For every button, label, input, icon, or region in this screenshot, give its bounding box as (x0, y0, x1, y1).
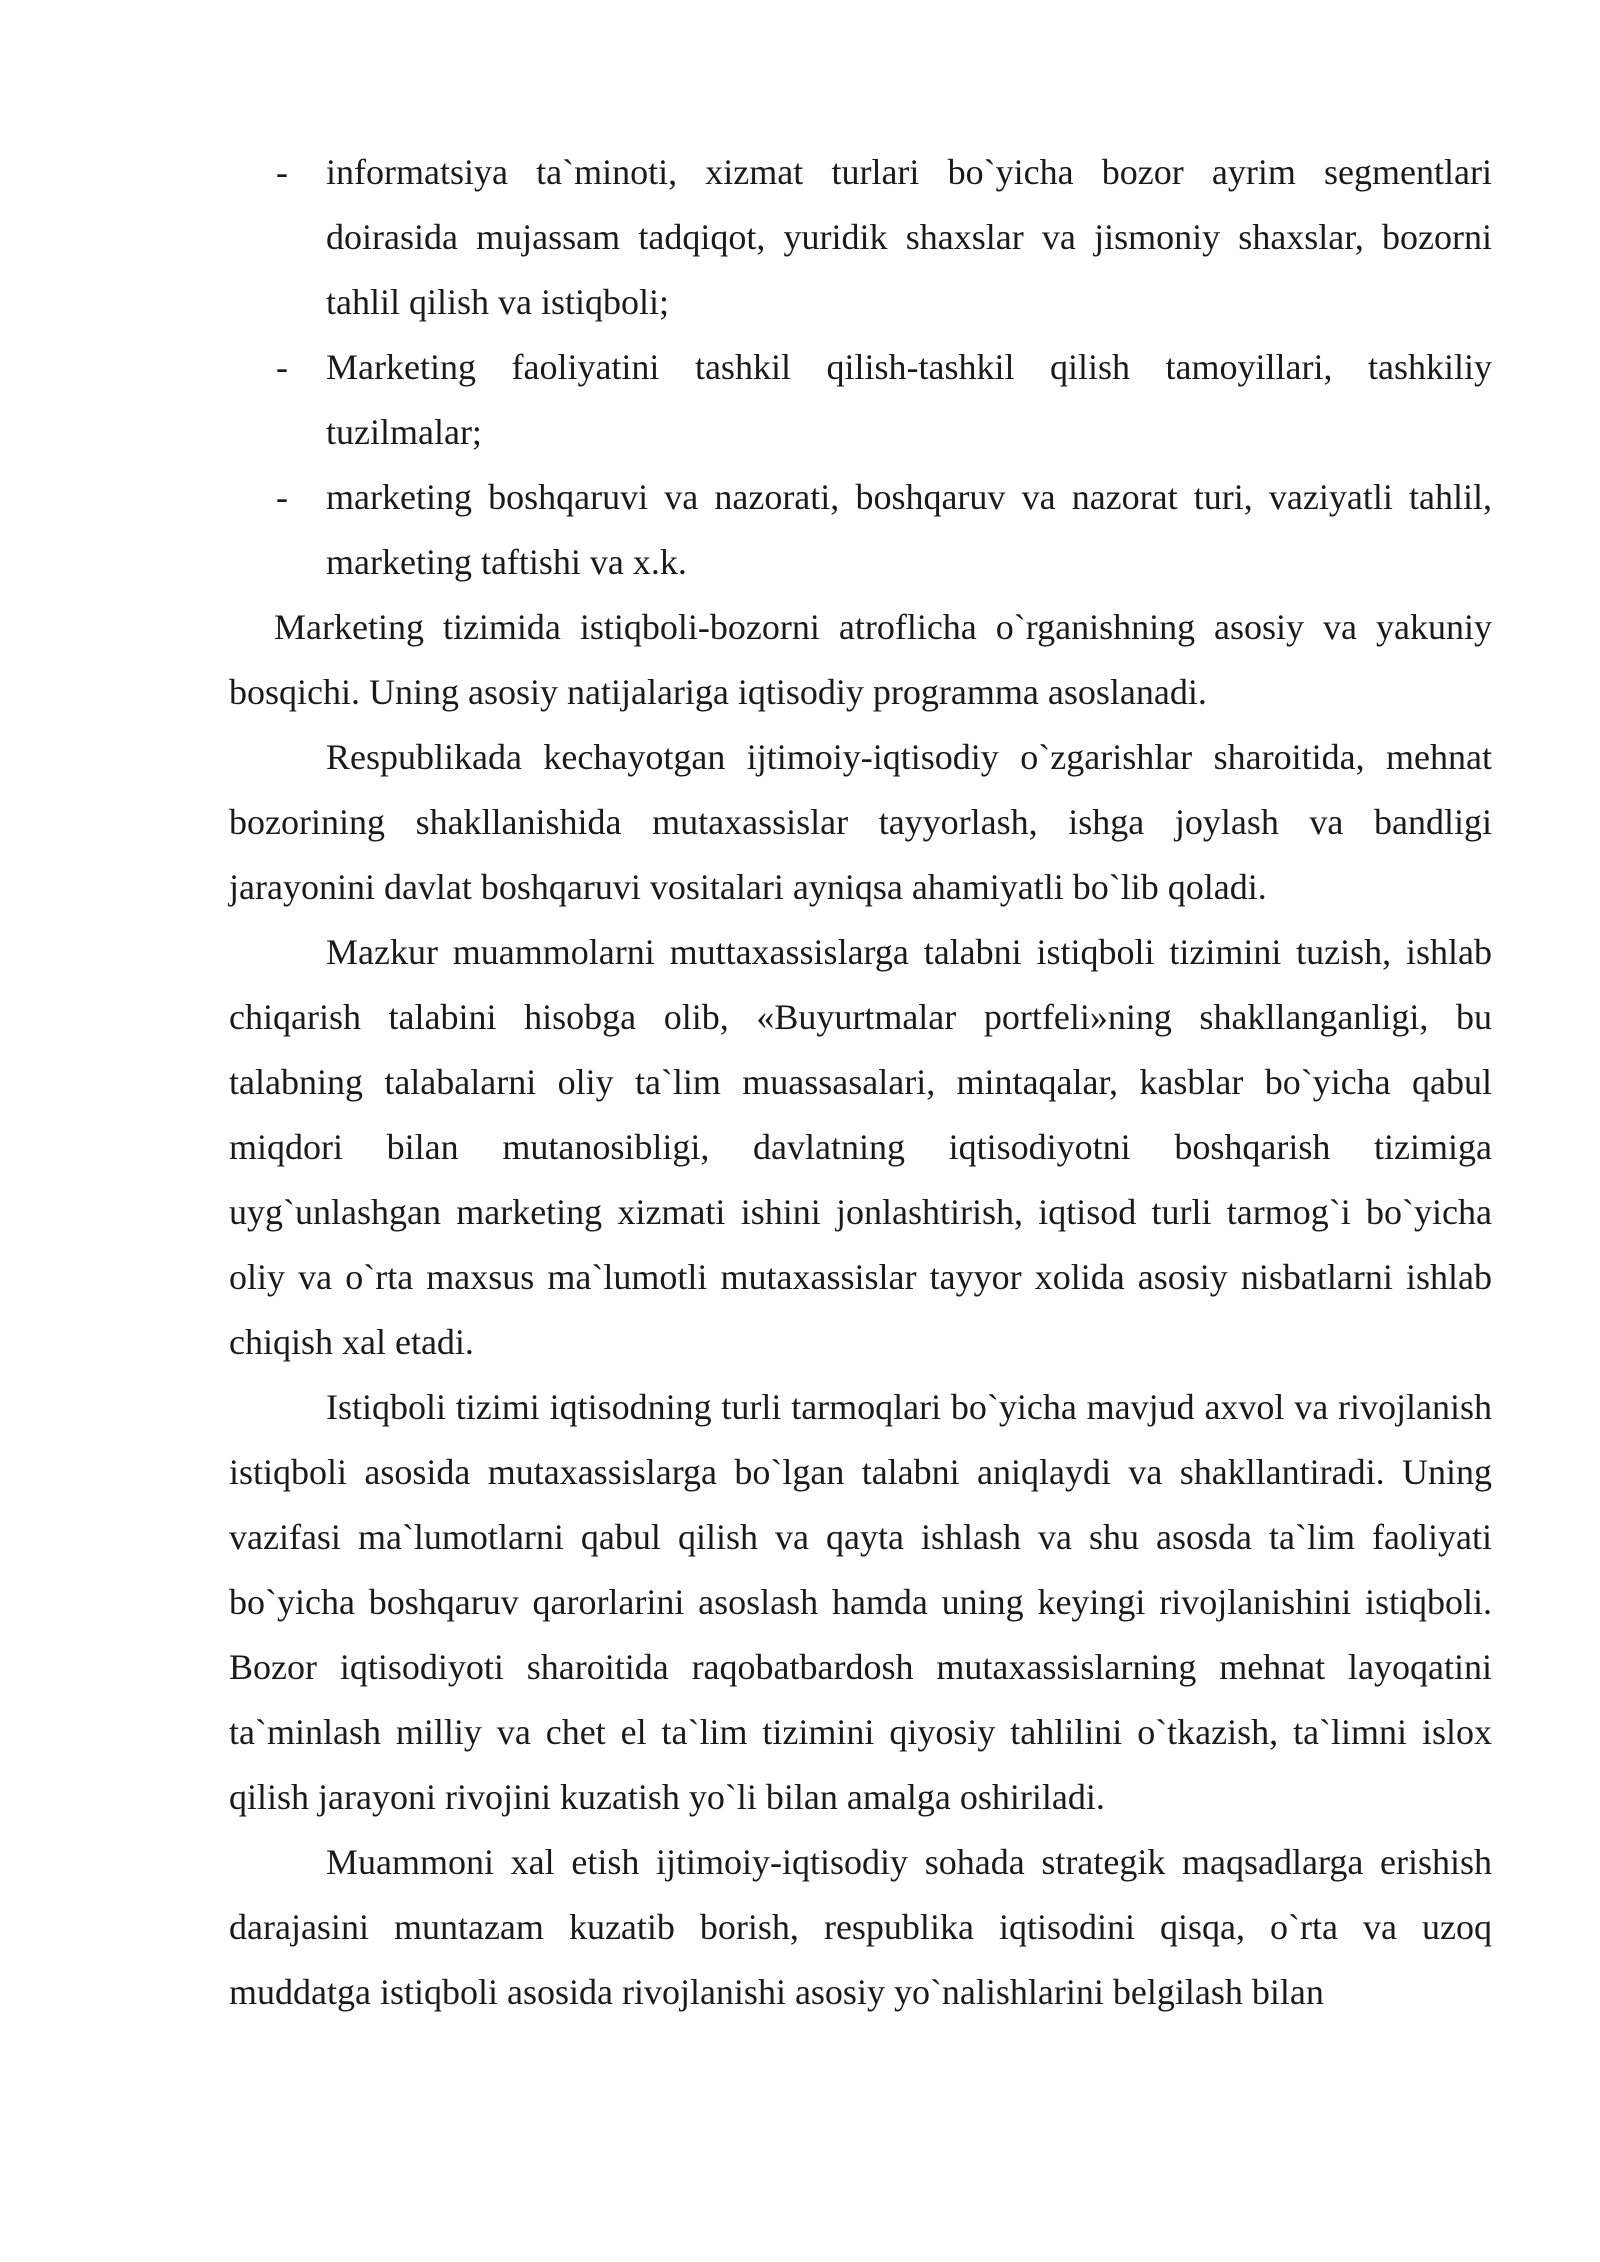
paragraph-problems: Mazkur muammolarni muttaxassislarga talabni istiqboli tizimini tuzish, ishlab chiqarish talabini hisobga olib, «Buyurtmalar portfeli»ning shakllanganligi, bu talabning talabalarni oliy ta`lim muassasalari, mintaqalar, kasblar bo`yicha qabul miqdori bilan mutanosibligi, davlatning iqtisodiyotni boshqarish tizimiga uyg`unlashgan marketing xizmati ishini jonlashtirish, iqtisod turli tarmog`i bo`yicha oliy va o`rta maxsus ma`lumotli mutaxassislar tayyor xolida asosiy nisbatlarni ishlab chiqish xal etadi. (229, 932, 1492, 1362)
paragraph-marketing-system: Marketing tizimida istiqboli-bozorni atroflicha o`rganishning asosiy va yakuniy bosqichi. Uning asosiy natijalariga iqtisodiy programma asoslanadi. (229, 607, 1492, 712)
list-item (276, 335, 1492, 465)
paragraph-forecast-system: Istiqboli tizimi iqtisodning turli tarmoqlari bo`yicha mavjud axvol va rivojlanish istiqboli asosida mutaxassislarga bo`lgan talabni aniqlaydi va shakllantiradi. Uning vazifasi ma`lumotlarni qabul qilish va qayta ishlash va shu asosda ta`lim faoliyati bo`yicha boshqaruv qarorlarini asoslash hamda uning keyingi rivojlanishini istiqboli. Bozor iqtisodiyoti sharoitida raqobatbardosh mutaxassislarning mehnat layoqatini ta`minlash milliy va chet el ta`lim tizimini qiyosiy tahlilini o`tkazish, ta`limni islox qilish jarayoni rivojini kuzatish yo`li bilan amalga oshiriladi. (229, 1387, 1492, 1817)
paragraph-solution: Muammoni xal etish ijtimoiy-iqtisodiy sohada strategik maqsadlarga erishish darajasini muntazam kuzatib borish, respublika iqtisodini qisqa, o`rta va uzoq muddatga istiqboli asosida rivojlanishi asosiy yo`nalishlarini belgilash bilan (229, 1842, 1492, 2012)
list-dash: - (276, 347, 288, 387)
list-item-text: informatsiya ta`minoti, xizmat turlari bo`yicha bozor ayrim segmentlari doirasida mujassam tadqiqot, yuridik shaxslar va jismoniy shaxslar, bozorni tahlil qilish va istiqboli; (326, 152, 1492, 322)
list-item-text: marketing boshqaruvi va nazorati, boshqaruv va nazorat turi, vaziyatli tahlil, marketing taftishi va x.k. (326, 477, 1492, 582)
list-item (276, 465, 1492, 595)
page-body (229, 140, 1492, 2025)
list-item (276, 140, 1492, 335)
list-dash: - (276, 152, 288, 192)
list-item-text: Marketing faoliyatini tashkil qilish-tashkil qilish tamoyillari, tashkiliy tuzilmalar; (326, 347, 1492, 452)
paragraph-republic-changes: Respublikada kechayotgan ijtimoiy-iqtisodiy o`zgarishlar sharoitida, mehnat bozorining shakllanishida mutaxassislar tayyorlash, ishga joylash va bandligi jarayonini davlat boshqaruvi vositalari ayniqsa ahamiyatli bo`lib qoladi. (229, 737, 1492, 907)
bullet-list (229, 140, 1492, 595)
list-dash: - (276, 477, 288, 517)
